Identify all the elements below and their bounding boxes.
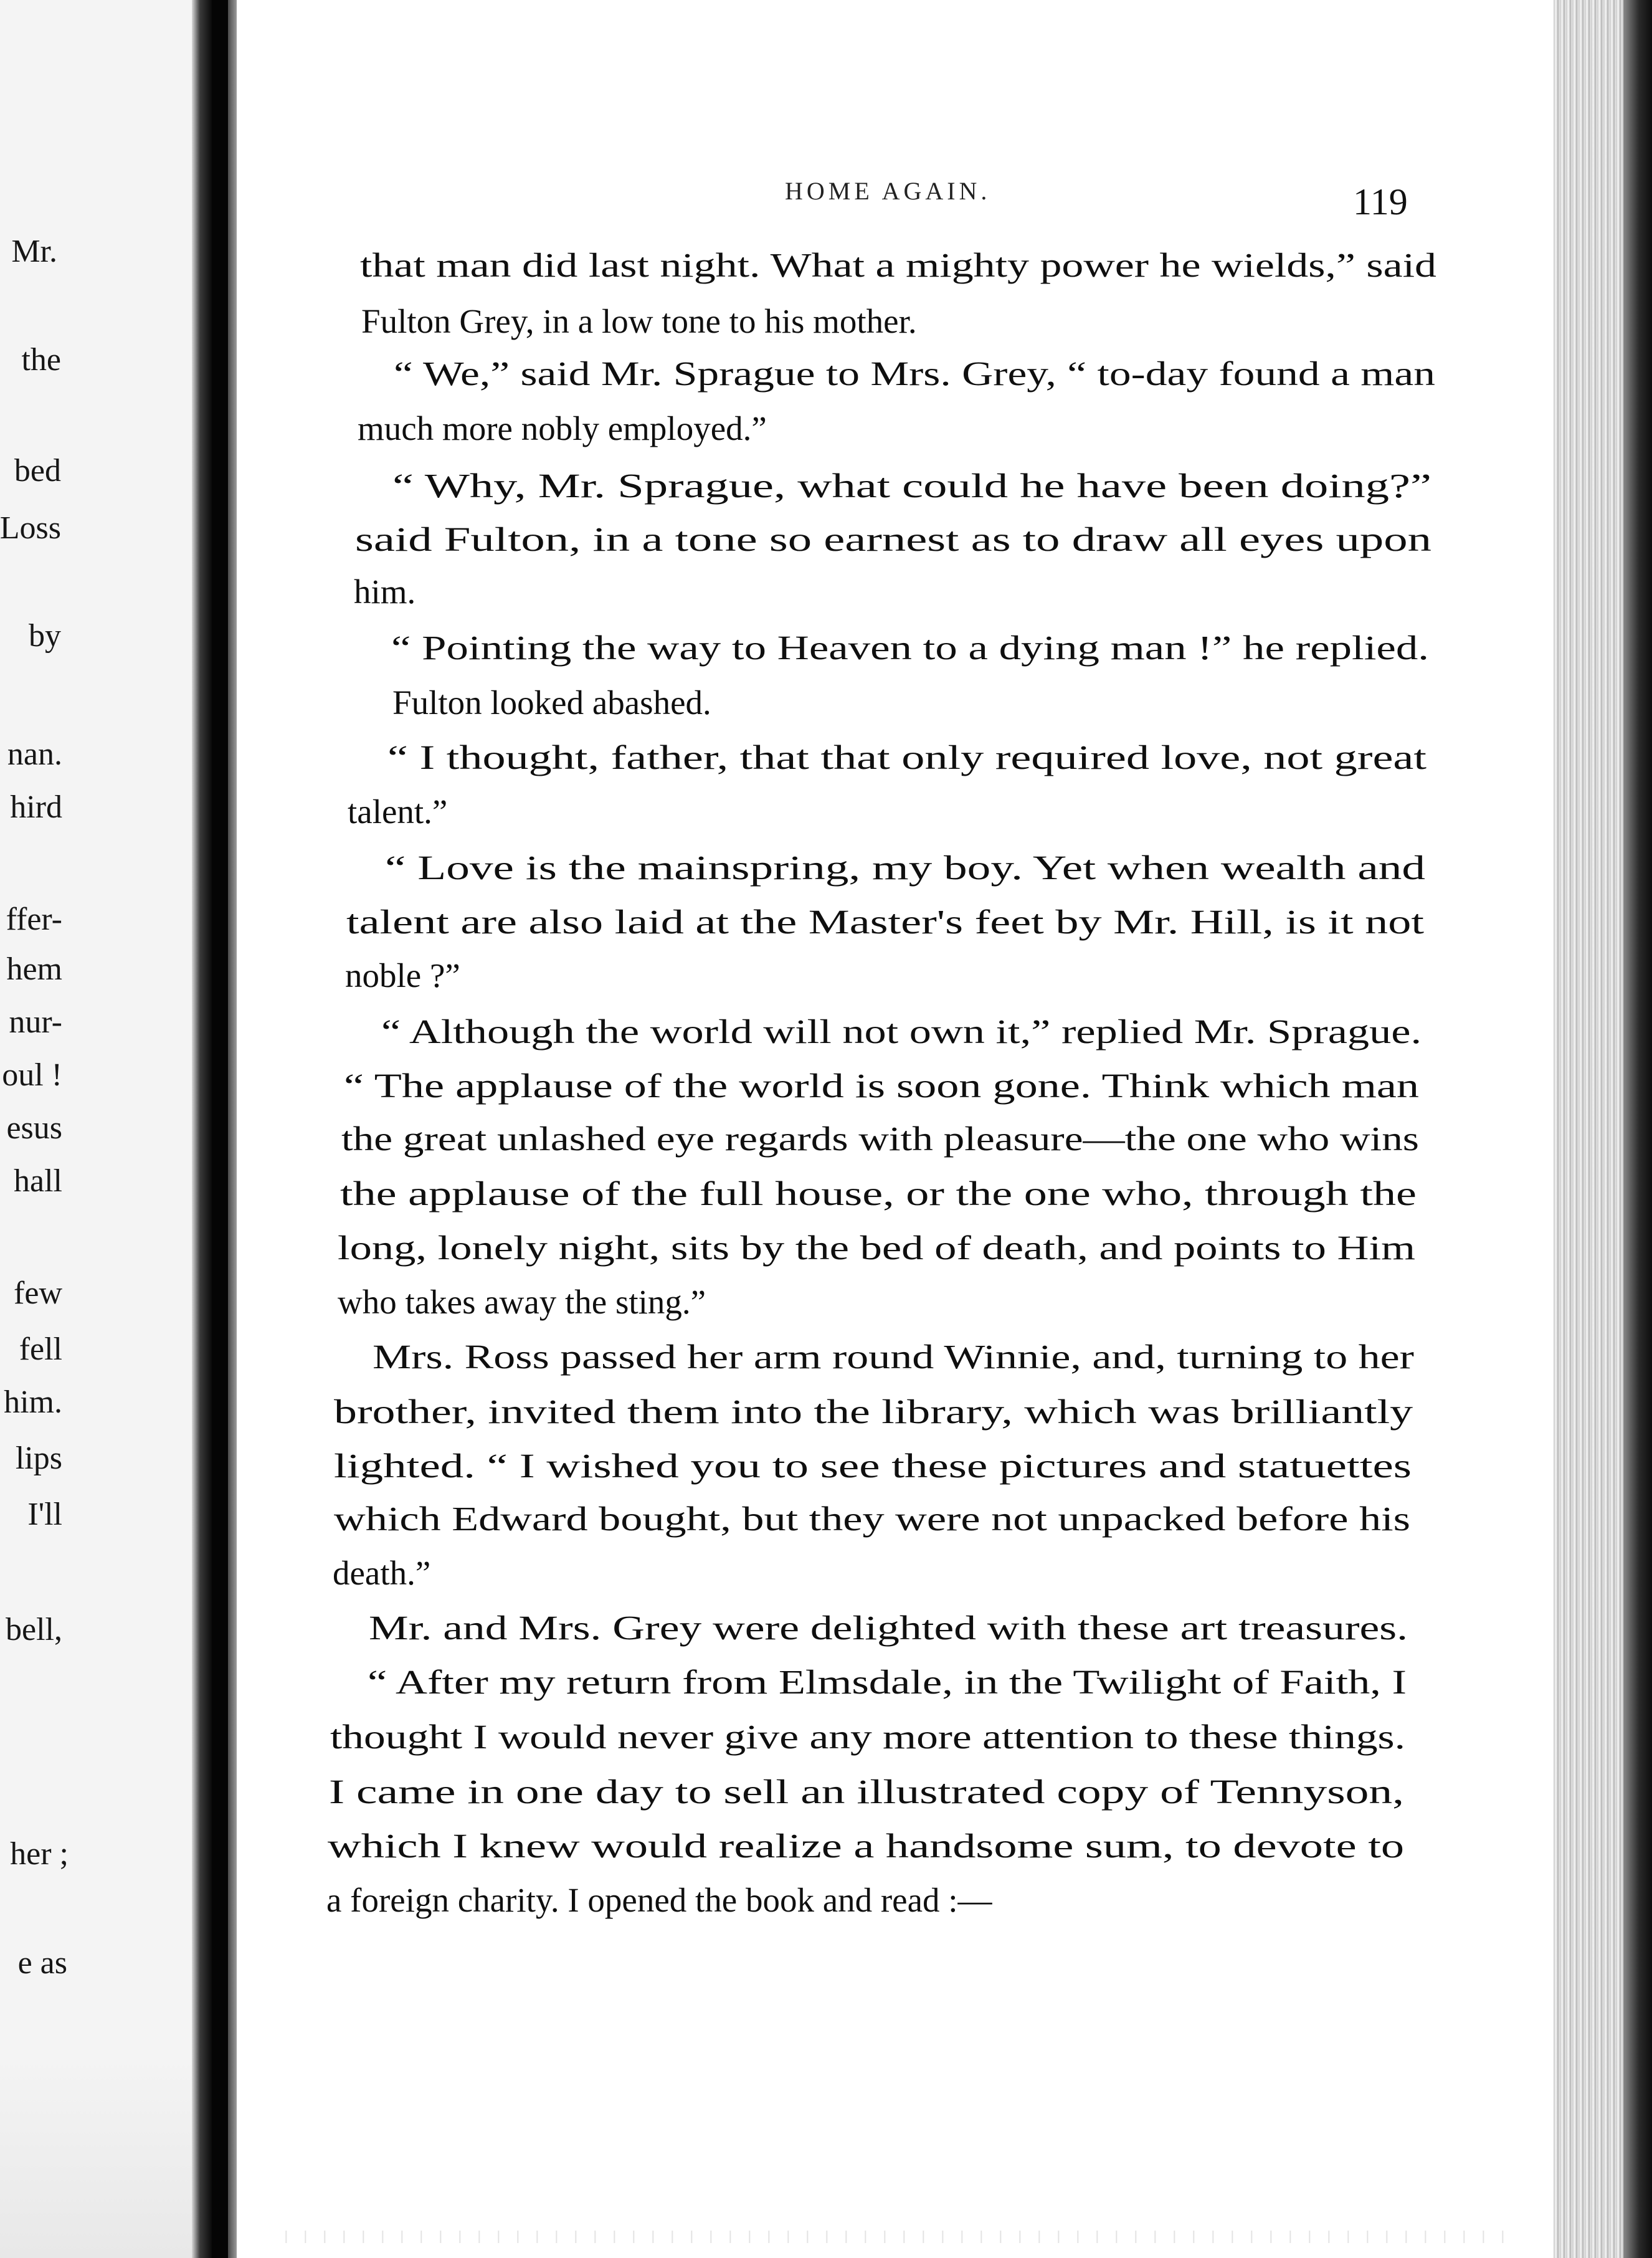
- text-line: talent are also laid at the Master's feet by Mr. Hill, is it not: [346, 903, 1425, 941]
- page-number: 119: [1353, 181, 1408, 222]
- text-line: brother, invited them into the library, which was brilliantly: [334, 1393, 1413, 1431]
- left-page-fragment: ffer-: [6, 902, 62, 937]
- text-line: noble ?”: [345, 956, 460, 994]
- left-page-fragment: nur-: [9, 1004, 62, 1040]
- text-line: said Fulton, in a tone so earnest as to draw all eyes upon: [355, 520, 1431, 558]
- book-spine-shadow: [212, 0, 228, 2258]
- text-line: Mrs. Ross passed her arm round Winnie, and, turning to her: [373, 1338, 1414, 1376]
- text-line: the great unlashed eye regards with pleasure—the one who wins: [341, 1120, 1419, 1158]
- text-line: which Edward bought, but they were not unpacked before his: [334, 1500, 1410, 1538]
- left-page-fragment: him.: [4, 1384, 62, 1420]
- text-line: lighted. “ I wished you to see these pictures and statuettes: [334, 1447, 1412, 1485]
- left-page-fragment: oul !: [2, 1057, 62, 1093]
- left-page-fragment: hem: [6, 951, 62, 987]
- left-page-fragment: hall: [14, 1163, 62, 1199]
- text-line: “ After my return from Elmsdale, in the Twilight of Faith, I: [368, 1663, 1407, 1701]
- text-line: Fulton looked abashed.: [392, 684, 711, 722]
- text-line: that man did last night. What a mighty power he wields,” said: [360, 246, 1436, 284]
- left-page-fragment: e as: [17, 1945, 67, 1981]
- running-head: HOME AGAIN.: [785, 177, 991, 205]
- left-page-fragment: few: [14, 1275, 62, 1311]
- text-line: long, lonely night, sits by the bed of death, and points to Him: [338, 1229, 1415, 1267]
- left-page-fragment: the: [21, 342, 61, 378]
- text-line: talent.”: [348, 793, 448, 831]
- left-page-shadow: [0, 2056, 192, 2258]
- left-page-fragment: by: [29, 618, 61, 654]
- left-page-fragment: bed: [14, 453, 61, 488]
- left-page-fragment: hird: [10, 789, 62, 825]
- text-line: “ I thought, father, that that only required love, not great: [387, 738, 1427, 776]
- text-line: death.”: [333, 1554, 431, 1592]
- text-line: thought I would never give any more attention to these things.: [330, 1718, 1405, 1756]
- left-page-fragment: Mr.: [11, 234, 57, 269]
- page-bottom-specks: [268, 2231, 1514, 2243]
- left-page-fragment: esus: [6, 1110, 62, 1146]
- text-line: Fulton Grey, in a low tone to his mother.: [361, 302, 917, 340]
- left-page-fragment: bell,: [6, 1612, 62, 1647]
- text-line: a foreign charity. I opened the book and read :—: [326, 1881, 992, 1919]
- text-line: “ Although the world will not own it,” replied Mr. Sprague.: [381, 1012, 1422, 1050]
- left-page-fragment: her ;: [10, 1836, 69, 1872]
- left-page-fragment: Loss: [0, 510, 61, 546]
- text-line: him.: [354, 573, 416, 611]
- text-line: I came in one day to sell an illustrated copy of Tennyson,: [329, 1773, 1405, 1811]
- text-line: “ Love is the mainspring, my boy. Yet when wealth and: [385, 849, 1426, 887]
- text-line: which I knew would realize a handsome sum, to devote to: [328, 1827, 1405, 1865]
- text-line: “ The applause of the world is soon gone. Think which man: [344, 1067, 1420, 1105]
- left-page-fragment: I'll: [27, 1497, 62, 1532]
- page-edge-shadow: [1623, 0, 1652, 2258]
- text-line: “ We,” said Mr. Sprague to Mrs. Grey, “ to-day found a man: [394, 355, 1435, 393]
- text-line: “ Pointing the way to Heaven to a dying man !” he replied.: [391, 629, 1429, 667]
- text-line: who takes away the sting.”: [338, 1283, 706, 1321]
- left-page-fragment: lips: [15, 1441, 62, 1476]
- text-line: “ Why, Mr. Sprague, what could he have been doing?”: [392, 467, 1431, 505]
- left-page-fragment: nan.: [7, 736, 62, 772]
- text-line: much more nobly employed.”: [358, 409, 767, 447]
- text-line: the applause of the full house, or the one who, through the: [340, 1174, 1417, 1212]
- left-page-fragment: fell: [19, 1331, 62, 1367]
- text-line: Mr. and Mrs. Grey were delighted with these art treasures.: [369, 1609, 1408, 1647]
